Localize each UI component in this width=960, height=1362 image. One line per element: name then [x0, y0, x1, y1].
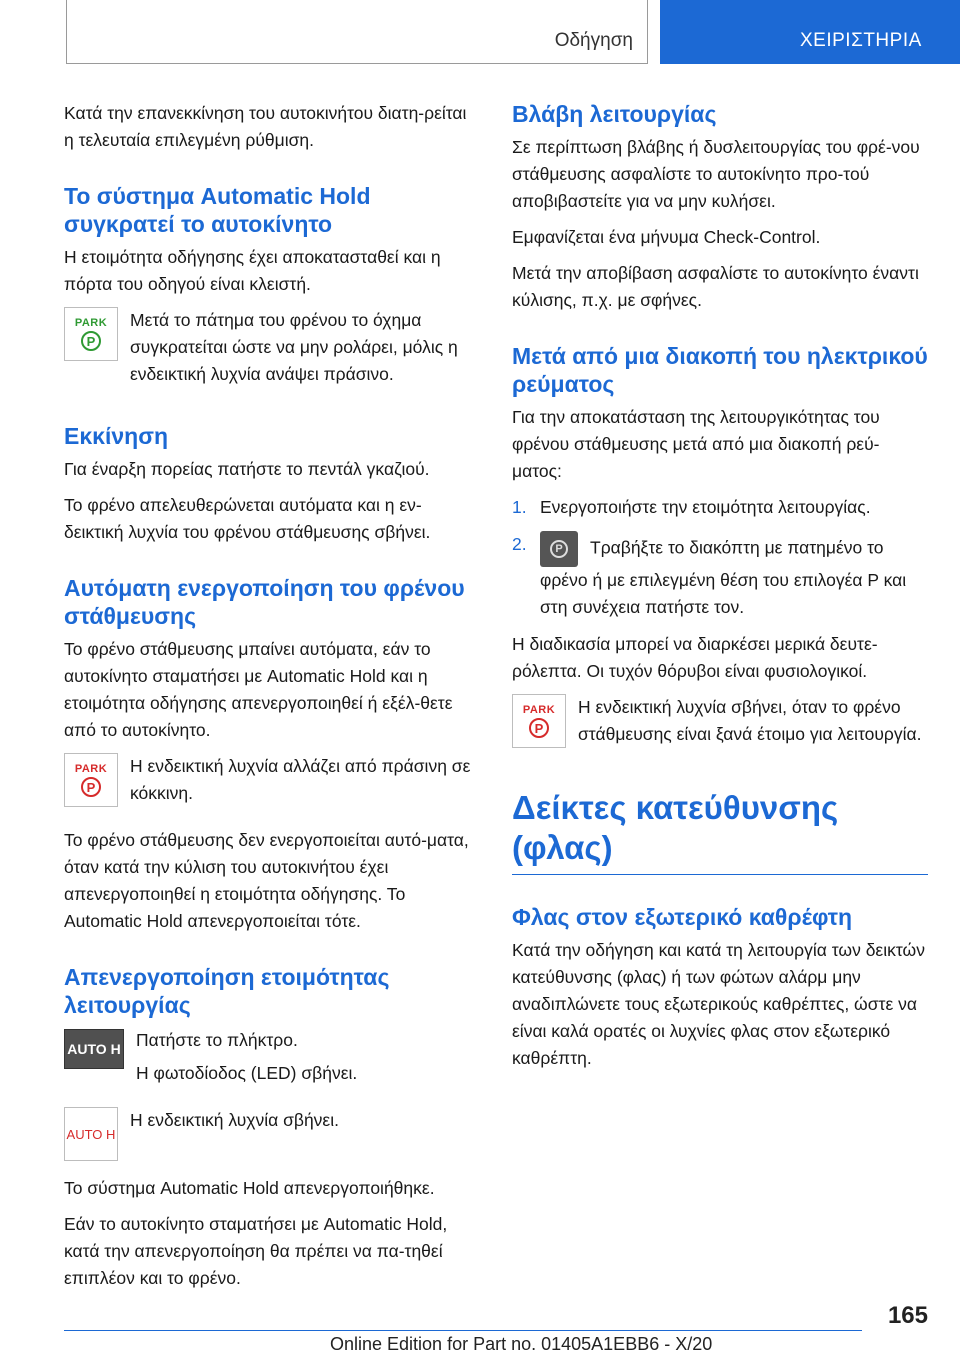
- header-section-title: Οδήγηση: [554, 30, 633, 51]
- paragraph: Η διαδικασία μπορεί να διαρκέσει μερικά δευτε-ρόλεπτα. Οι τυχόν θόρυβοι είναι φυσιολογικοί.: [512, 634, 878, 681]
- list-item: [512, 531, 928, 621]
- icon-note: [512, 694, 928, 754]
- paragraph: Εμφανίζεται ένα μήνυμα Check-Control.: [512, 227, 821, 247]
- heading-auto-parking-brake: Αυτόματη ενεργοποίηση του φρένου στάθμευσης: [64, 575, 465, 629]
- heading-start: Εκκίνηση: [64, 423, 169, 449]
- paragraph: Το φρένο απελευθερώνεται αυτόματα και η εν-δεικτική λυχνία του φρένου στάθμευσης σβήνει.: [64, 495, 431, 542]
- icon-note: [64, 1027, 480, 1093]
- heading-automatic-hold: Το σύστημα Automatic Hold συγκρατεί το αυτοκίνητο: [64, 183, 371, 237]
- auto-h-indicator-icon: AUTO H: [64, 1107, 118, 1161]
- paragraph: Για έναρξη πορείας πατήστε το πεντάλ γκαζιού.: [64, 459, 430, 479]
- heading-mirror-signals: Φλας στον εξωτερικό καθρέφτη: [512, 904, 853, 930]
- paragraph: Η ετοιμότητα οδήγησης έχει αποκατασταθεί και η πόρτα του οδηγού είναι κλειστή.: [64, 247, 441, 294]
- header-section-tab: [66, 0, 648, 64]
- icon-note-text: Η ενδεικτική λυχνία αλλάζει από πράσινη σε κόκκινη.: [130, 756, 471, 803]
- step-number: 2.: [512, 534, 527, 554]
- left-column: [64, 100, 480, 1301]
- heading-power-interruption: Μετά από μια διακοπή του ηλεκτρικού ρεύματος: [512, 343, 928, 397]
- icon-note: [64, 1107, 480, 1161]
- paragraph: Μετά την αποβίβαση ασφαλίστε το αυτοκίνητο έναντι κύλισης, π.χ. με σφήνες.: [512, 263, 919, 310]
- heading-malfunction: Βλάβη λειτουργίας: [512, 101, 717, 127]
- step-number: 1.: [512, 497, 527, 517]
- icon-note-text: Η ενδεικτική λυχνία σβήνει, όταν το φρένο στάθμευσης είναι ξανά έτοιμο για λειτουργία.: [578, 697, 922, 744]
- parking-brake-switch-icon: P: [540, 531, 578, 567]
- park-green-icon: PARK P: [64, 307, 118, 361]
- paragraph: Το σύστημα Automatic Hold απενεργοποιήθηκε.: [64, 1178, 435, 1198]
- auto-h-button-icon: AUTO H: [64, 1029, 124, 1069]
- header-chapter-title: ΧΕΙΡΙΣΤΗΡΙΑ: [800, 30, 922, 51]
- icon-note: [64, 753, 480, 813]
- step-text: Ενεργοποιήστε την ετοιμότητα λειτουργίας.: [540, 497, 871, 517]
- footer-divider: [64, 1330, 862, 1331]
- paragraph: Το φρένο στάθμευσης δεν ενεργοποιείται αυτό-ματα, όταν κατά την κύλιση του αυτοκινήτου έχει απενεργοποιηθεί η ετοιμότητα οδήγησης. Το Automatic Hold απενεργοποιείται τότε.: [64, 830, 469, 931]
- icon-note-text: Η φωτοδίοδος (LED) σβήνει.: [136, 1063, 358, 1083]
- park-red-icon: PARK P: [512, 694, 566, 748]
- icon-note-text: Μετά το πάτημα του φρένου το όχημα συγκρατείται ώστε να μην ρολάρει, μόλις η ενδεικτική λυχνία ανάψει πράσινο.: [130, 310, 458, 384]
- icon-note-text: Πατήστε το πλήκτρο.: [136, 1030, 298, 1050]
- paragraph: Το φρένο στάθμευσης μπαίνει αυτόματα, εάν το αυτοκίνητο σταματήσει με Automatic Hold και η ετοιμότητα οδήγησης απενεργοποιηθεί ή εξέλ-θετε από το αυτοκίνητο.: [64, 639, 453, 740]
- icon-note-text: Η ενδεικτική λυχνία σβήνει.: [130, 1110, 339, 1130]
- paragraph: Εάν το αυτοκίνητο σταματήσει με Automatic Hold, κατά την απενεργοποίηση θα πρέπει να πα-τηθεί επιπλέον και το φρένο.: [64, 1214, 448, 1288]
- heading-turn-signals: Δείκτες κατεύθυνσης (φλας): [512, 788, 928, 875]
- heading-deactivate-readiness: Απενεργοποίηση ετοιμότητας λειτουργίας: [64, 964, 390, 1018]
- list-item: [512, 494, 928, 521]
- right-column: [512, 100, 928, 1081]
- paragraph: Σε περίπτωση βλάβης ή δυσλειτουργίας του φρέ-νου στάθμευσης ασφαλίστε το αυτοκίνητο προ-τού αποβιβαστείτε για να μην κυλήσει.: [512, 137, 920, 211]
- park-red-icon: PARK P: [64, 753, 118, 807]
- intro-text: Κατά την επανεκκίνηση του αυτοκινήτου διατη-ρείται η τελευταία επιλεγμένη ρύθμιση.: [64, 103, 467, 150]
- page-number: 165: [887, 1302, 928, 1329]
- step-text: Τραβήξτε το διακόπτη με πατημένο το φρένο ή με επιλεγμένη θέση του επιλογέα P και στη συνέχεια πατήστε τον.: [540, 537, 907, 617]
- icon-note: [64, 307, 480, 394]
- paragraph: Κατά την οδήγηση και κατά τη λειτουργία των δεικτών κατεύθυνσης (φλας) ή των φώτων αλάρμ μην αναδιπλώνετε τους εξωτερικούς καθρέπτες, ώστε να είναι καλά ορατές οι λυχνίες φλας στον εξωτερικό καθρέπτη.: [512, 940, 925, 1068]
- steps-list: [512, 494, 928, 621]
- header-chapter-tab: [660, 0, 960, 64]
- footer-edition: Online Edition for Part no. 01405A1EBB6 - X/20: [330, 1334, 713, 1354]
- paragraph: Για την αποκατάσταση της λειτουργικότητας του φρένου στάθμευσης μετά από μια διακοπή ρεύ-ματος:: [512, 407, 880, 481]
